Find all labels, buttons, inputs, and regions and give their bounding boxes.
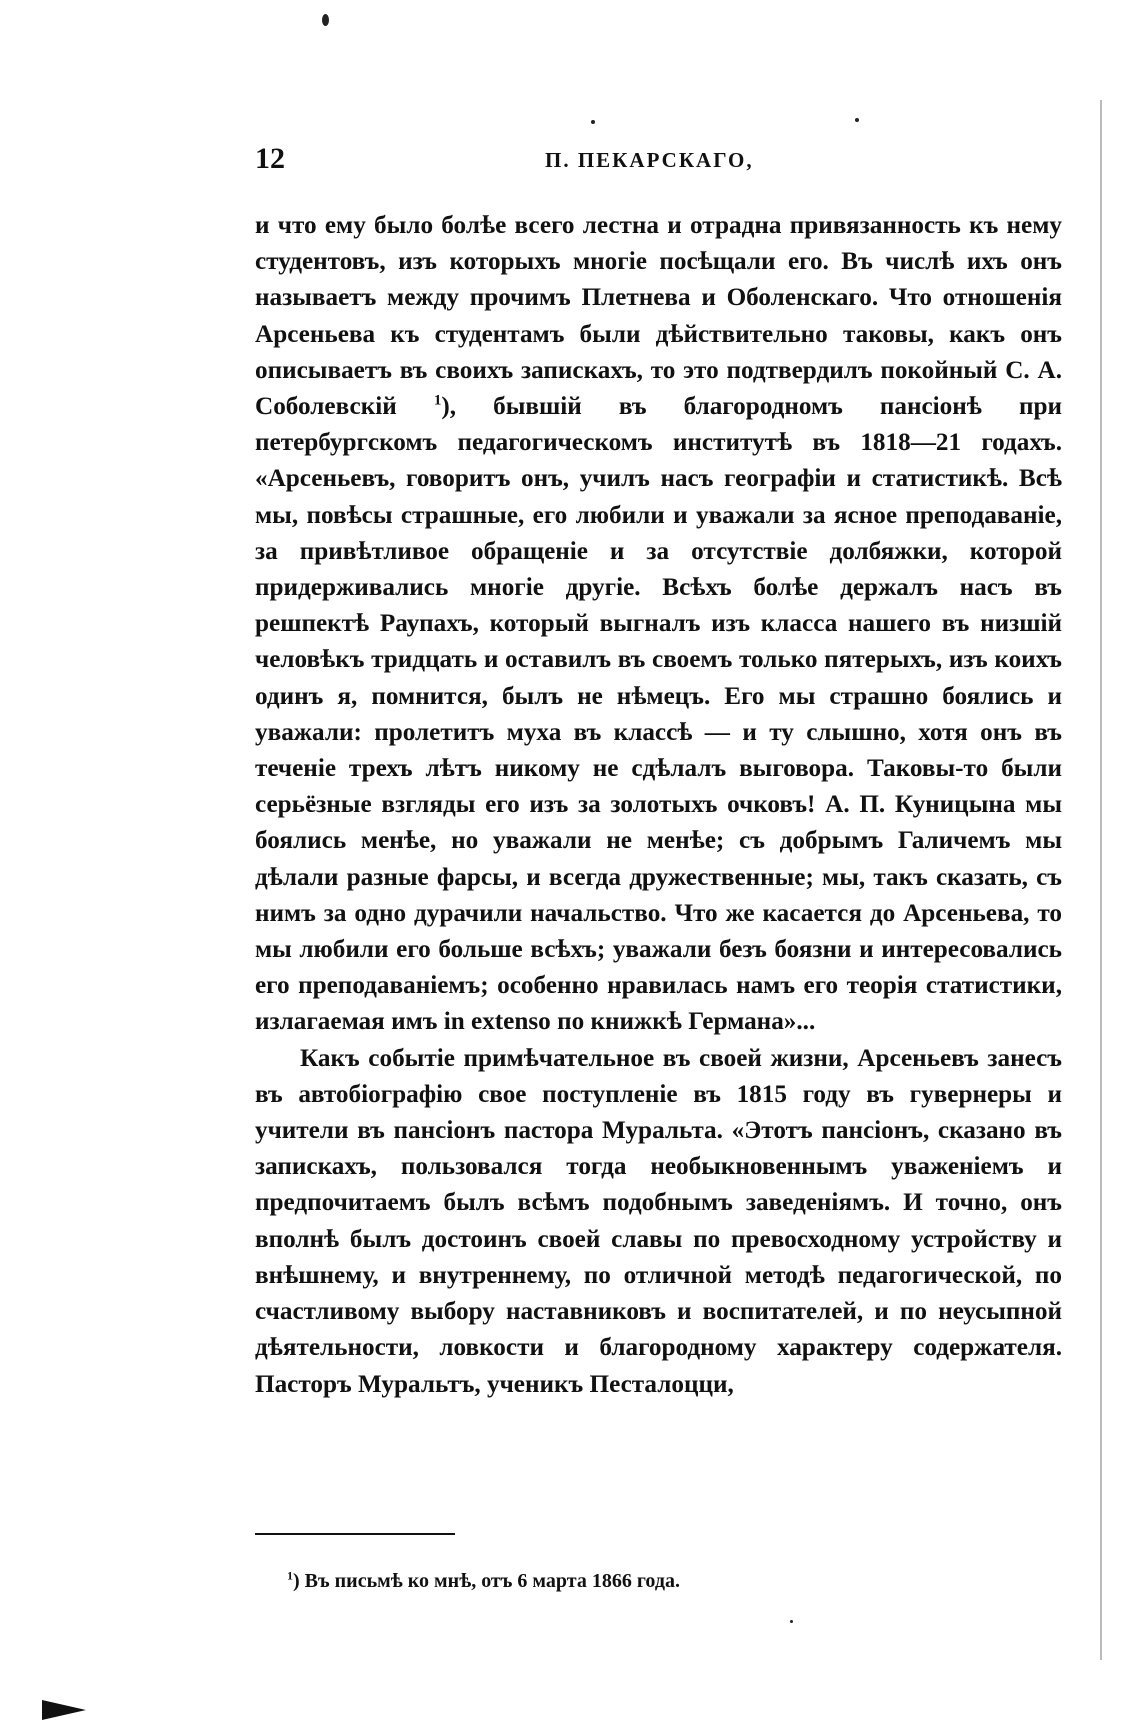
- paragraph: Какъ событіе примѣчательное въ своей жизни, Арсеньевъ занесъ въ автобіографію свое поступленіе въ 1815 году въ гувернеры и учители въ пансіонъ пастора Муральта. «Этотъ пансіонъ, сказано въ запискахъ, пользовался тогда необыкновеннымъ уваженіемъ и предпочитаемъ былъ всѣмъ подобнымъ заведеніямъ. И точно, онъ вполнѣ былъ достоинъ своей славы по превосходному устройству и внѣшнему, и внутреннему, по отличной методѣ педагогической, по счастливому выбору наставниковъ и воспитателей, и по неусыпной дѣятельности, ловкости и благородному характеру содержателя. Пасторъ Муральтъ, ученикъ Песталоцци,: [255, 1044, 1062, 1398]
- footnote: [287, 1570, 680, 1593]
- scan-speck: [855, 118, 859, 122]
- scan-arrow-mark: [42, 1700, 86, 1720]
- footnote-reference[interactable]: 1: [433, 392, 442, 409]
- page-header: [255, 142, 1045, 182]
- scan-speck: [790, 1620, 793, 1623]
- body-text: [255, 208, 1062, 1403]
- scan-margin-line: [1100, 100, 1102, 1660]
- paragraph-text: ), бывшій въ благородномъ пансіонѣ при петербургскомъ педагогическомъ институтѣ въ 1818—21 годахъ. «Арсеньевъ, говоритъ онъ, училъ насъ географіи и статистикѣ. Всѣ мы, повѣсы страшные, его любили и уважали за ясное преподаваніе, за привѣтливое обращеніе и за отсутствіе долбяжки, которой придерживались многіе другіе. Всѣхъ болѣе держалъ насъ въ решпектѣ Раупахъ, который выгналъ изъ класса нашего въ низшій человѣкъ тридцать и оставилъ въ своемъ только пятерыхъ, изъ коихъ одинъ я, помнится, былъ не нѣмецъ. Его мы страшно боялись и уважали: пролетитъ муха въ классѣ — и ту слышно, хотя онъ въ теченіе трехъ лѣтъ никому не сдѣлалъ выговора. Таковы-то были серьёзные взгляды его изъ за золотыхъ очковъ! А. П. Куницына мы боялись менѣе, но уважали не менѣе; съ добрымъ Галичемъ мы дѣлали разные фарсы, и всегда дружественные; мы, такъ сказать, съ нимъ за одно дурачили начальство. Что же касается до Арсеньева, то мы любили его больше всѣхъ; уважали безъ боязни и интересовались его преподаваніемъ; особенно нравилась намъ его теорія статистики, излагаемая имъ in extenso по книжкѣ Германа»...: [255, 393, 1063, 1036]
- footnote-marker: 1: [287, 1568, 293, 1583]
- paragraph-text: и что ему было болѣе всего лестна и отрадна привязанность къ нему студентовъ, изъ которыхъ многіе посѣщали его. Въ числѣ ихъ онъ называетъ между прочимъ Плетнева и Оболенскаго. Что отношенія Арсеньева къ студентамъ были дѣйствительно таковы, какъ онъ описываетъ въ своихъ запискахъ, то это подтвердилъ покойный С. А. Соболевскій: [255, 212, 1062, 421]
- scan-speck: [322, 14, 329, 26]
- footnote-text: ) Въ письмѣ ко мнѣ, отъ 6 марта 1866 года.: [293, 1570, 680, 1592]
- footnote-divider: [255, 1533, 455, 1535]
- running-head: П. ПЕКАРСКАГО,: [545, 148, 754, 172]
- scan-speck: [591, 120, 595, 124]
- paragraph: [255, 208, 1062, 1041]
- page-number: 12: [255, 142, 285, 175]
